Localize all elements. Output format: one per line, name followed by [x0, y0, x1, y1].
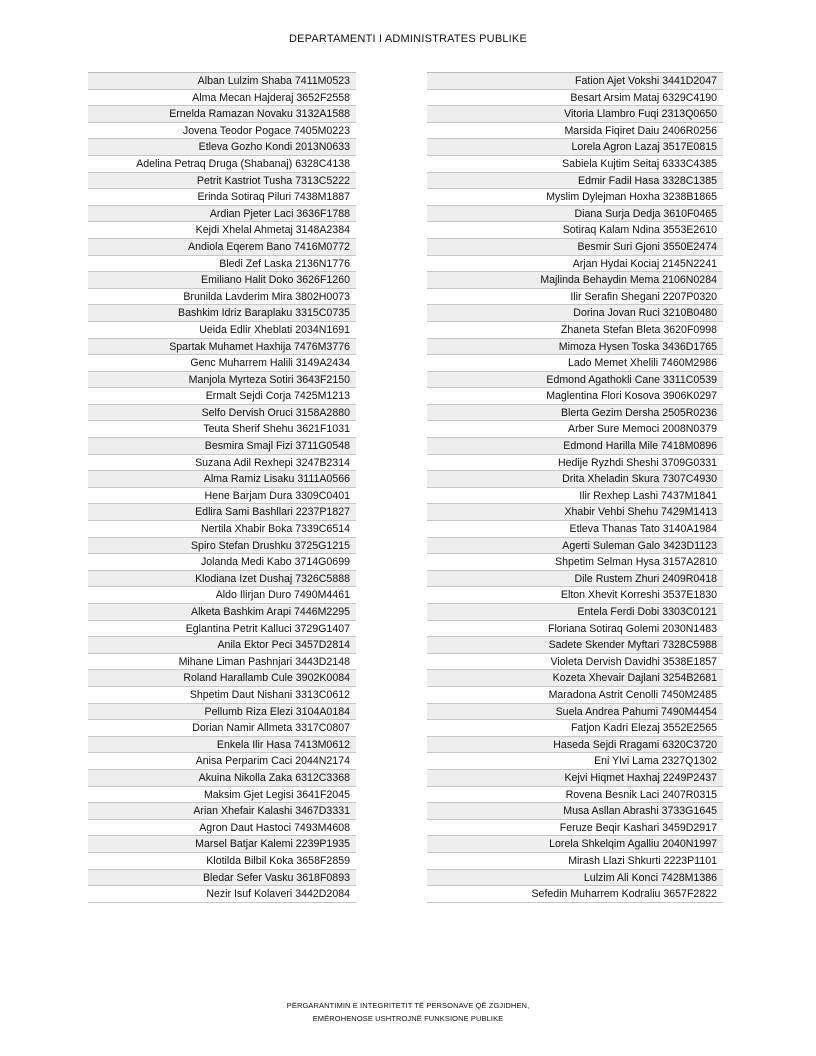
page-footer	[0, 999, 816, 1025]
list-item: Sefedin Muharrem Kodraliu 3657F2822	[427, 886, 723, 903]
list-item: Anisa Perparim Caci 2044N2174	[88, 753, 356, 770]
list-item: Dorina Jovan Ruci 3210B0480	[427, 305, 723, 322]
list-item: Mimoza Hysen Toska 3436D1765	[427, 339, 723, 356]
list-item: Diana Surja Dedja 3610F0465	[427, 206, 723, 223]
list-item: Elton Xhevit Korreshi 3537E1830	[427, 587, 723, 604]
list-item: Sadete Skender Myftari 7328C5988	[427, 637, 723, 654]
list-item: Etleva Gozho Kondi 2013N0633	[88, 139, 356, 156]
list-item: Erinda Sotiraq Piluri 7438M1887	[88, 189, 356, 206]
list-item: Besart Arsim Mataj 6329C4190	[427, 90, 723, 107]
list-item: Alma Mecan Hajderaj 3652F2558	[88, 90, 356, 107]
list-item: Rovena Besnik Laci 2407R0315	[427, 787, 723, 804]
list-item: Edlira Sami Bashllari 2237P1827	[88, 504, 356, 521]
list-item: Besmira Smajl Fizi 3711G0548	[88, 438, 356, 455]
list-item: Ardian Pjeter Laci 3636F1788	[88, 206, 356, 223]
list-item: Arjan Hydai Kociaj 2145N2241	[427, 256, 723, 273]
list-item: Arber Sure Memoci 2008N0379	[427, 421, 723, 438]
list-item: Sotiraq Kalam Ndina 3553E2610	[427, 222, 723, 239]
right-name-list	[427, 72, 723, 903]
list-item: Kozeta Xhevair Dajlani 3254B2681	[427, 670, 723, 687]
list-item: Edmir Fadil Hasa 3328C1385	[427, 173, 723, 190]
list-item: Ernelda Ramazan Novaku 3132A1588	[88, 106, 356, 123]
list-item: Zhaneta Stefan Bleta 3620F0998	[427, 322, 723, 339]
list-item: Majlinda Behaydin Mema 2106N0284	[427, 272, 723, 289]
list-item: Suela Andrea Pahumi 7490M4454	[427, 704, 723, 721]
list-item: Lorela Shkelqim Agalliu 2040N1997	[427, 836, 723, 853]
list-item: Marsel Batjar Kalemi 2239P1935	[88, 836, 356, 853]
page-title: DEPARTAMENTI I ADMINISTRATES PUBLIKE	[288, 33, 528, 45]
list-item: Edmond Agathokli Cane 3311C0539	[427, 372, 723, 389]
list-item: Mihane Liman Pashnjari 3443D2148	[88, 654, 356, 671]
list-item: Manjola Myrteza Sotiri 3643F2150	[88, 372, 356, 389]
list-item: Shpetim Selman Hysa 3157A2810	[427, 554, 723, 571]
list-item: Genc Muharrem Halili 3149A2434	[88, 355, 356, 372]
list-item: Eni Ylvi Lama 2327Q1302	[427, 753, 723, 770]
list-item: Klotilda Bilbil Koka 3658F2859	[88, 853, 356, 870]
list-item: Myslim Dylejman Hoxha 3238B1865	[427, 189, 723, 206]
list-item: Alma Ramiz Lisaku 3111A0566	[88, 471, 356, 488]
list-item: Ueida Edlir Xheblati 2034N1691	[88, 322, 356, 339]
list-item: Spiro Stefan Drushku 3725G1215	[88, 538, 356, 555]
left-name-list	[88, 72, 356, 903]
list-item: Selfo Dervish Oruci 3158A2880	[88, 405, 356, 422]
list-item: Entela Ferdi Dobi 3303C0121	[427, 604, 723, 621]
list-item: Aldo Ilirjan Duro 7490M4461	[88, 587, 356, 604]
list-item: Kejvi Hiqmet Haxhaj 2249P2437	[427, 770, 723, 787]
list-item: Lorela Agron Lazaj 3517E0815	[427, 139, 723, 156]
list-item: Anila Ektor Peci 3457D2814	[88, 637, 356, 654]
list-item: Emiliano Halit Doko 3626F1260	[88, 272, 356, 289]
list-item: Andiola Eqerem Bano 7416M0772	[88, 239, 356, 256]
list-item: Floriana Sotiraq Golemi 2030N1483	[427, 621, 723, 638]
list-item: Pellumb Riza Elezi 3104A0184	[88, 704, 356, 721]
list-item: Roland Harallamb Cule 3902K0084	[88, 670, 356, 687]
list-item: Lado Memet Xhelili 7460M2986	[427, 355, 723, 372]
list-item: Dile Rustem Zhuri 2409R0418	[427, 571, 723, 588]
list-item: Petrit Kastriot Tusha 7313C5222	[88, 173, 356, 190]
list-item: Bledi Zef Laska 2136N1776	[88, 256, 356, 273]
list-item: Teuta Sherif Shehu 3621F1031	[88, 421, 356, 438]
list-item: Mirash Llazi Shkurti 2223P1101	[427, 853, 723, 870]
list-item: Bledar Sefer Vasku 3618F0893	[88, 870, 356, 887]
list-item: Spartak Muhamet Haxhija 7476M3776	[88, 339, 356, 356]
footer-line-2: EMËROHENOSE USHTROJNË FUNKSIONE PUBLIKE	[312, 1014, 504, 1023]
list-item: Hedije Ryzhdi Sheshi 3709G0331	[427, 455, 723, 472]
list-item: Edmond Harilla Mile 7418M0896	[427, 438, 723, 455]
list-item: Jolanda Medi Kabo 3714G0699	[88, 554, 356, 571]
list-item: Hene Barjam Dura 3309C0401	[88, 488, 356, 505]
list-item: Marsida Fiqiret Daiu 2406R0256	[427, 123, 723, 140]
list-item: Alban Lulzim Shaba 7411M0523	[88, 73, 356, 90]
list-item: Xhabir Vehbi Shehu 7429M1413	[427, 504, 723, 521]
list-item: Lulzim Ali Konci 7428M1386	[427, 870, 723, 887]
list-item: Nezir Isuf Kolaveri 3442D2084	[88, 886, 356, 903]
list-item: Violeta Dervish Davidhi 3538E1857	[427, 654, 723, 671]
list-item: Blerta Gezim Dersha 2505R0236	[427, 405, 723, 422]
list-item: Ilir Rexhep Lashi 7437M1841	[427, 488, 723, 505]
list-item: Jovena Teodor Pogace 7405M0223	[88, 123, 356, 140]
list-item: Agron Daut Hastoci 7493M4608	[88, 820, 356, 837]
list-item: Shpetim Daut Nishani 3313C0612	[88, 687, 356, 704]
list-item: Klodiana Izet Dushaj 7326C5888	[88, 571, 356, 588]
list-item: Fatjon Kadri Elezaj 3552E2565	[427, 720, 723, 737]
list-item: Haseda Sejdi Rragami 6320C3720	[427, 737, 723, 754]
list-item: Maglentina Flori Kosova 3906K0297	[427, 388, 723, 405]
list-item: Bashkim Idriz Baraplaku 3315C0735	[88, 305, 356, 322]
list-item: Arian Xhefair Kalashi 3467D3331	[88, 803, 356, 820]
list-item: Brunilda Lavderim Mira 3802H0073	[88, 289, 356, 306]
list-item: Eglantina Petrit Kalluci 3729G1407	[88, 621, 356, 638]
list-item: Feruze Beqir Kashari 3459D2917	[427, 820, 723, 837]
list-item: Maradona Astrit Cenolli 7450M2485	[427, 687, 723, 704]
list-item: Vitoria Llambro Fuqi 2313Q0650	[427, 106, 723, 123]
list-item: Sabiela Kujtim Seitaj 6333C4385	[427, 156, 723, 173]
list-item: Nertila Xhabir Boka 7339C6514	[88, 521, 356, 538]
list-item: Adelina Petraq Druga (Shabanaj) 6328C4138	[88, 156, 356, 173]
list-item: Agerti Suleman Galo 3423D1123	[427, 538, 723, 555]
list-item: Besmir Suri Gjoni 3550E2474	[427, 239, 723, 256]
list-item: Fation Ajet Vokshi 3441D2047	[427, 73, 723, 90]
list-item: Enkela Ilir Hasa 7413M0612	[88, 737, 356, 754]
list-item: Maksim Gjet Legisi 3641F2045	[88, 787, 356, 804]
footer-line-1: PËRGARANTIMIN E INTEGRITETIT TË PERSONAVE QË ZGJIDHEN,	[286, 1001, 530, 1010]
list-item: Dorian Namir Allmeta 3317C0807	[88, 720, 356, 737]
list-item: Akuina Nikolla Zaka 6312C3368	[88, 770, 356, 787]
list-item: Etleva Thanas Tato 3140A1984	[427, 521, 723, 538]
list-item: Drita Xheladin Skura 7307C4930	[427, 471, 723, 488]
list-item: Suzana Adil Rexhepi 3247B2314	[88, 455, 356, 472]
list-item: Kejdi Xhelal Ahmetaj 3148A2384	[88, 222, 356, 239]
list-item: Ermalt Sejdi Corja 7425M1213	[88, 388, 356, 405]
list-item: Musa Asllan Abrashi 3733G1645	[427, 803, 723, 820]
list-item: Ilir Serafin Shegani 2207P0320	[427, 289, 723, 306]
list-item: Alketa Bashkim Arapi 7446M2295	[88, 604, 356, 621]
